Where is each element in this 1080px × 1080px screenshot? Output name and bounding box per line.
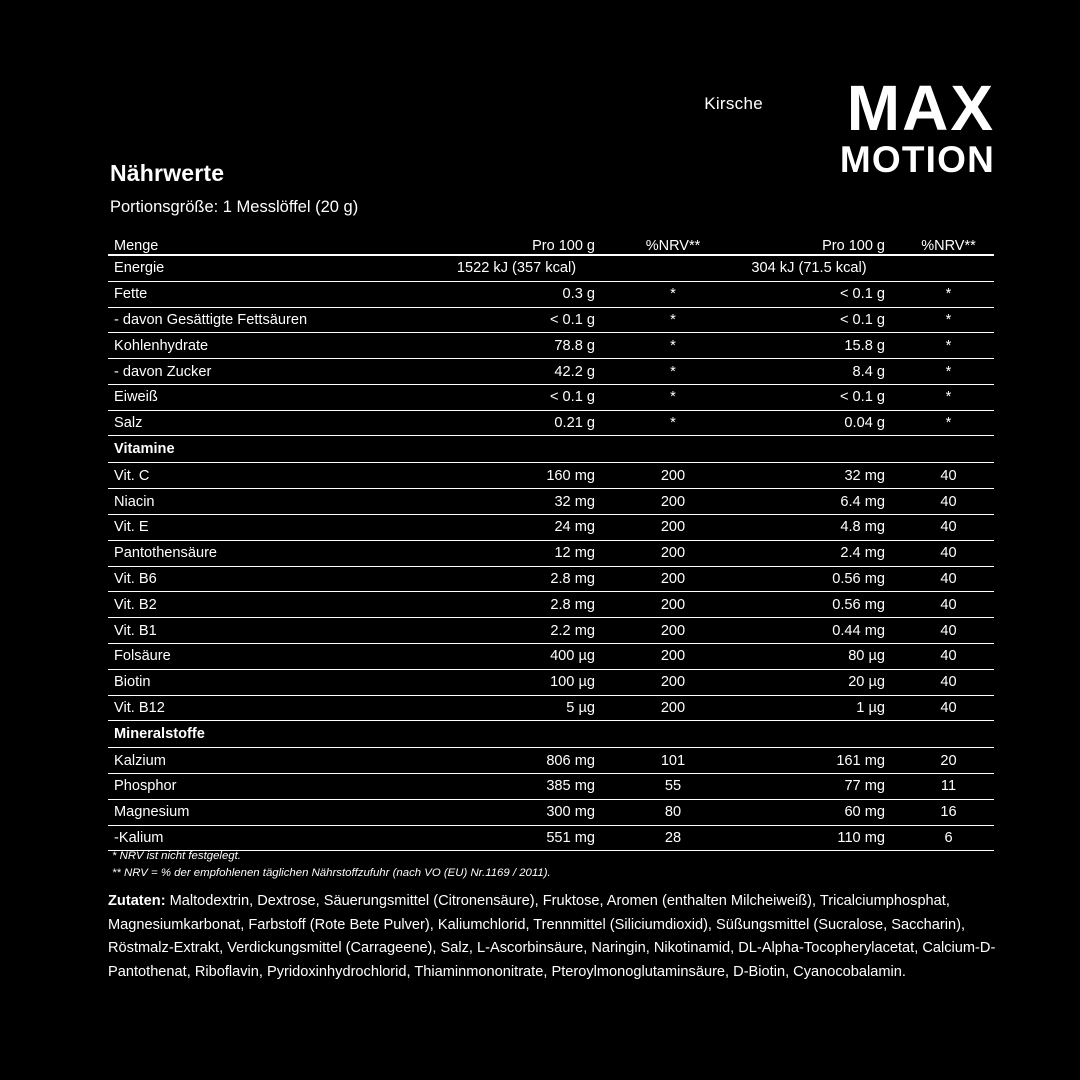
brand-name-max: MAX (846, 72, 995, 144)
row-value-per100g: < 0.1 g (438, 307, 613, 333)
serving-size: Portionsgröße: 1 Messlöffel (20 g) (110, 198, 359, 216)
row-label: Niacin (108, 489, 438, 515)
row-nrv-per-portion: 40 (903, 643, 994, 669)
row-nrv-per-portion: 40 (903, 618, 994, 644)
row-value-per100g: 385 mg (438, 774, 613, 800)
row-nrv-per100g: 200 (613, 540, 733, 566)
row-nrv-per-portion: 40 (903, 592, 994, 618)
row-nrv-per100g: * (613, 410, 733, 436)
row-label: Eiweiß (108, 384, 438, 410)
table-row (108, 281, 994, 307)
row-value-per100g: 12 mg (438, 540, 613, 566)
row-label: Kalzium (108, 748, 438, 774)
row-nrv-per-portion: * (903, 384, 994, 410)
row-value-per100g: 806 mg (438, 748, 613, 774)
row-value-per-portion: 0.56 mg (733, 566, 903, 592)
row-value-per-portion: 2.4 mg (733, 540, 903, 566)
row-nrv-per100g: 200 (613, 669, 733, 695)
footnote-nrv-definition: ** NRV = % der empfohlenen täglichen Nährstoffzufuhr (nach VO (EU) Nr.1169 / 2011). (112, 866, 551, 879)
row-nrv-per-portion: 40 (903, 566, 994, 592)
table-row (108, 515, 994, 541)
row-value-per100g: 2.8 mg (438, 592, 613, 618)
row-value-per100g: 32 mg (438, 489, 613, 515)
row-value-per100g: 2.2 mg (438, 618, 613, 644)
table-header-menge: Menge (114, 238, 159, 254)
ingredients-label: Zutaten: (108, 893, 166, 909)
table-row (108, 799, 994, 825)
row-label: Folsäure (108, 643, 438, 669)
page-title: Nährwerte (110, 160, 225, 186)
row-value-per-portion: 15.8 g (733, 333, 903, 359)
row-nrv-per-portion: 6 (903, 825, 994, 851)
row-label: Salz (108, 410, 438, 436)
row-nrv-per100g: 200 (613, 489, 733, 515)
row-nrv-per100g: 200 (613, 618, 733, 644)
brand-name-motion: MOTION (839, 138, 995, 180)
nutrition-table-body (108, 238, 994, 851)
row-value-per-portion: < 0.1 g (733, 281, 903, 307)
row-value-per-portion: 20 µg (733, 669, 903, 695)
row-nrv-per-portion: 40 (903, 695, 994, 721)
row-label: Phosphor (108, 774, 438, 800)
row-value-per100g: 0.3 g (438, 281, 613, 307)
table-section-row (108, 436, 994, 463)
row-nrv-per-portion: 40 (903, 540, 994, 566)
row-nrv-per100g: 200 (613, 695, 733, 721)
row-value-per100g: 2.8 mg (438, 566, 613, 592)
row-nrv-per100g: 80 (613, 799, 733, 825)
row-label: Vit. B12 (108, 695, 438, 721)
row-value-per100g: 400 µg (438, 643, 613, 669)
row-label: Magnesium (108, 799, 438, 825)
row-value-per-portion: 4.8 mg (733, 515, 903, 541)
table-section-label: Vitamine (108, 436, 994, 463)
row-label: -Kalium (108, 825, 438, 851)
footnote-nrv-not-set: * NRV ist nicht festgelegt. (112, 850, 241, 862)
row-label: Vit. E (108, 515, 438, 541)
row-nrv-per-portion: * (903, 333, 994, 359)
row-nrv-per-portion: * (903, 359, 994, 385)
ingredients-text: Maltodextrin, Dextrose, Säuerungsmittel (Citronensäure), Fruktose, Aromen (enthalten Milcheiweiß), Tricalciumphosphat, Magnesiumkarbonat, Farbstoff (Rote Bete Pulver), Kaliumchlorid, Trennmittel (Siliciumdioxid), Süßungsmittel (Sucralose, Saccharin), Röstmalz-Extrakt, Verdickungsmittel (Carrageene), Salz, L-Ascorbinsäure, Naringin, Nikotinamid, DL-Alpha-Tocopherylacetat, Calcium-D-Pantothenat, Riboflavin, Pyridoxinhydrochlorid, Thiaminmononitrate, Pteroylmonoglutaminsäure, D-Biotin, Cyanocobalamin. (108, 893, 996, 980)
row-nrv-per100g: * (613, 307, 733, 333)
table-row (108, 669, 994, 695)
table-row (108, 540, 994, 566)
table-row (108, 748, 994, 774)
row-nrv-per-portion: * (903, 307, 994, 333)
row-nrv-per100g: 200 (613, 592, 733, 618)
table-row (108, 256, 994, 281)
table-row (108, 489, 994, 515)
row-nrv-per-portion: * (903, 410, 994, 436)
nutrition-table-wrapper (108, 238, 994, 851)
row-nrv-per100g: 101 (613, 748, 733, 774)
row-value-per100g: 160 mg (438, 463, 613, 489)
table-row (108, 333, 994, 359)
row-label: Vit. C (108, 463, 438, 489)
row-value-per-portion: 60 mg (733, 799, 903, 825)
table-row (108, 410, 994, 436)
row-value-per-portion: 0.56 mg (733, 592, 903, 618)
row-label: Vit. B6 (108, 566, 438, 592)
row-nrv-per100g: * (613, 333, 733, 359)
row-label: - davon Zucker (108, 359, 438, 385)
row-value-per-portion: < 0.1 g (733, 307, 903, 333)
flavour-label: Kirsche (704, 94, 763, 113)
row-value-per-portion: 6.4 mg (733, 489, 903, 515)
table-row (108, 384, 994, 410)
table-section-row (108, 721, 994, 748)
row-nrv-per100g: * (613, 384, 733, 410)
brand-block (704, 72, 995, 180)
row-label: Pantothensäure (108, 540, 438, 566)
table-row (108, 307, 994, 333)
row-value-per-portion: 32 mg (733, 463, 903, 489)
row-label: - davon Gesättigte Fettsäuren (108, 307, 438, 333)
footnotes (112, 848, 992, 881)
row-value-per-portion: 161 mg (733, 748, 903, 774)
row-nrv-per100g (613, 256, 733, 281)
row-nrv-per-portion: 16 (903, 799, 994, 825)
table-row (108, 359, 994, 385)
row-value-per-portion: 0.04 g (733, 410, 903, 436)
row-value-per100g: 24 mg (438, 515, 613, 541)
row-nrv-per100g: 200 (613, 463, 733, 489)
row-value-per-portion: 110 mg (733, 825, 903, 851)
row-label: Energie (108, 256, 438, 281)
row-value-per100g: 42.2 g (438, 359, 613, 385)
row-label: Biotin (108, 669, 438, 695)
row-nrv-per100g: 200 (613, 643, 733, 669)
row-nrv-per-portion: 20 (903, 748, 994, 774)
ingredients-block (108, 890, 998, 985)
row-nrv-per100g: 55 (613, 774, 733, 800)
table-row (108, 592, 994, 618)
row-nrv-per-portion: 11 (903, 774, 994, 800)
table-row (108, 774, 994, 800)
row-value-per-portion: < 0.1 g (733, 384, 903, 410)
row-nrv-per100g: 200 (613, 515, 733, 541)
row-value-per100g: 78.8 g (438, 333, 613, 359)
table-row (108, 566, 994, 592)
table-header-nrv-1: %NRV** (645, 238, 701, 254)
row-nrv-per100g: * (613, 281, 733, 307)
row-nrv-per100g: 200 (613, 566, 733, 592)
row-value-per100g: 300 mg (438, 799, 613, 825)
row-value-per100g: 0.21 g (438, 410, 613, 436)
table-header-pro100g-1: Pro 100 g (532, 238, 595, 254)
row-nrv-per100g: 28 (613, 825, 733, 851)
row-value-per-portion: 77 mg (733, 774, 903, 800)
table-row (108, 643, 994, 669)
row-label: Kohlenhydrate (108, 333, 438, 359)
row-value-per100g: 1522 kJ (357 kcal) (438, 256, 613, 281)
table-header-nrv-2: %NRV** (921, 238, 976, 254)
row-value-per100g: 100 µg (438, 669, 613, 695)
row-label: Vit. B1 (108, 618, 438, 644)
row-value-per-portion: 0.44 mg (733, 618, 903, 644)
row-nrv-per100g: * (613, 359, 733, 385)
row-value-per100g: 5 µg (438, 695, 613, 721)
table-row (108, 463, 994, 489)
table-section-label: Mineralstoffe (108, 721, 994, 748)
row-value-per-portion: 304 kJ (71.5 kcal) (733, 256, 903, 281)
row-nrv-per-portion: 40 (903, 515, 994, 541)
row-nrv-per-portion: 40 (903, 463, 994, 489)
table-header-row (108, 238, 994, 254)
row-label: Vit. B2 (108, 592, 438, 618)
row-nrv-per-portion: 40 (903, 489, 994, 515)
row-value-per-portion: 8.4 g (733, 359, 903, 385)
nutrition-table (108, 238, 994, 851)
row-value-per100g: 551 mg (438, 825, 613, 851)
row-nrv-per-portion: * (903, 281, 994, 307)
row-nrv-per-portion: 40 (903, 669, 994, 695)
table-row (108, 618, 994, 644)
row-value-per-portion: 80 µg (733, 643, 903, 669)
row-nrv-per-portion (903, 256, 994, 281)
table-header-pro100g-2: Pro 100 g (822, 238, 885, 254)
table-row (108, 695, 994, 721)
row-value-per100g: < 0.1 g (438, 384, 613, 410)
row-value-per-portion: 1 µg (733, 695, 903, 721)
row-label: Fette (108, 281, 438, 307)
